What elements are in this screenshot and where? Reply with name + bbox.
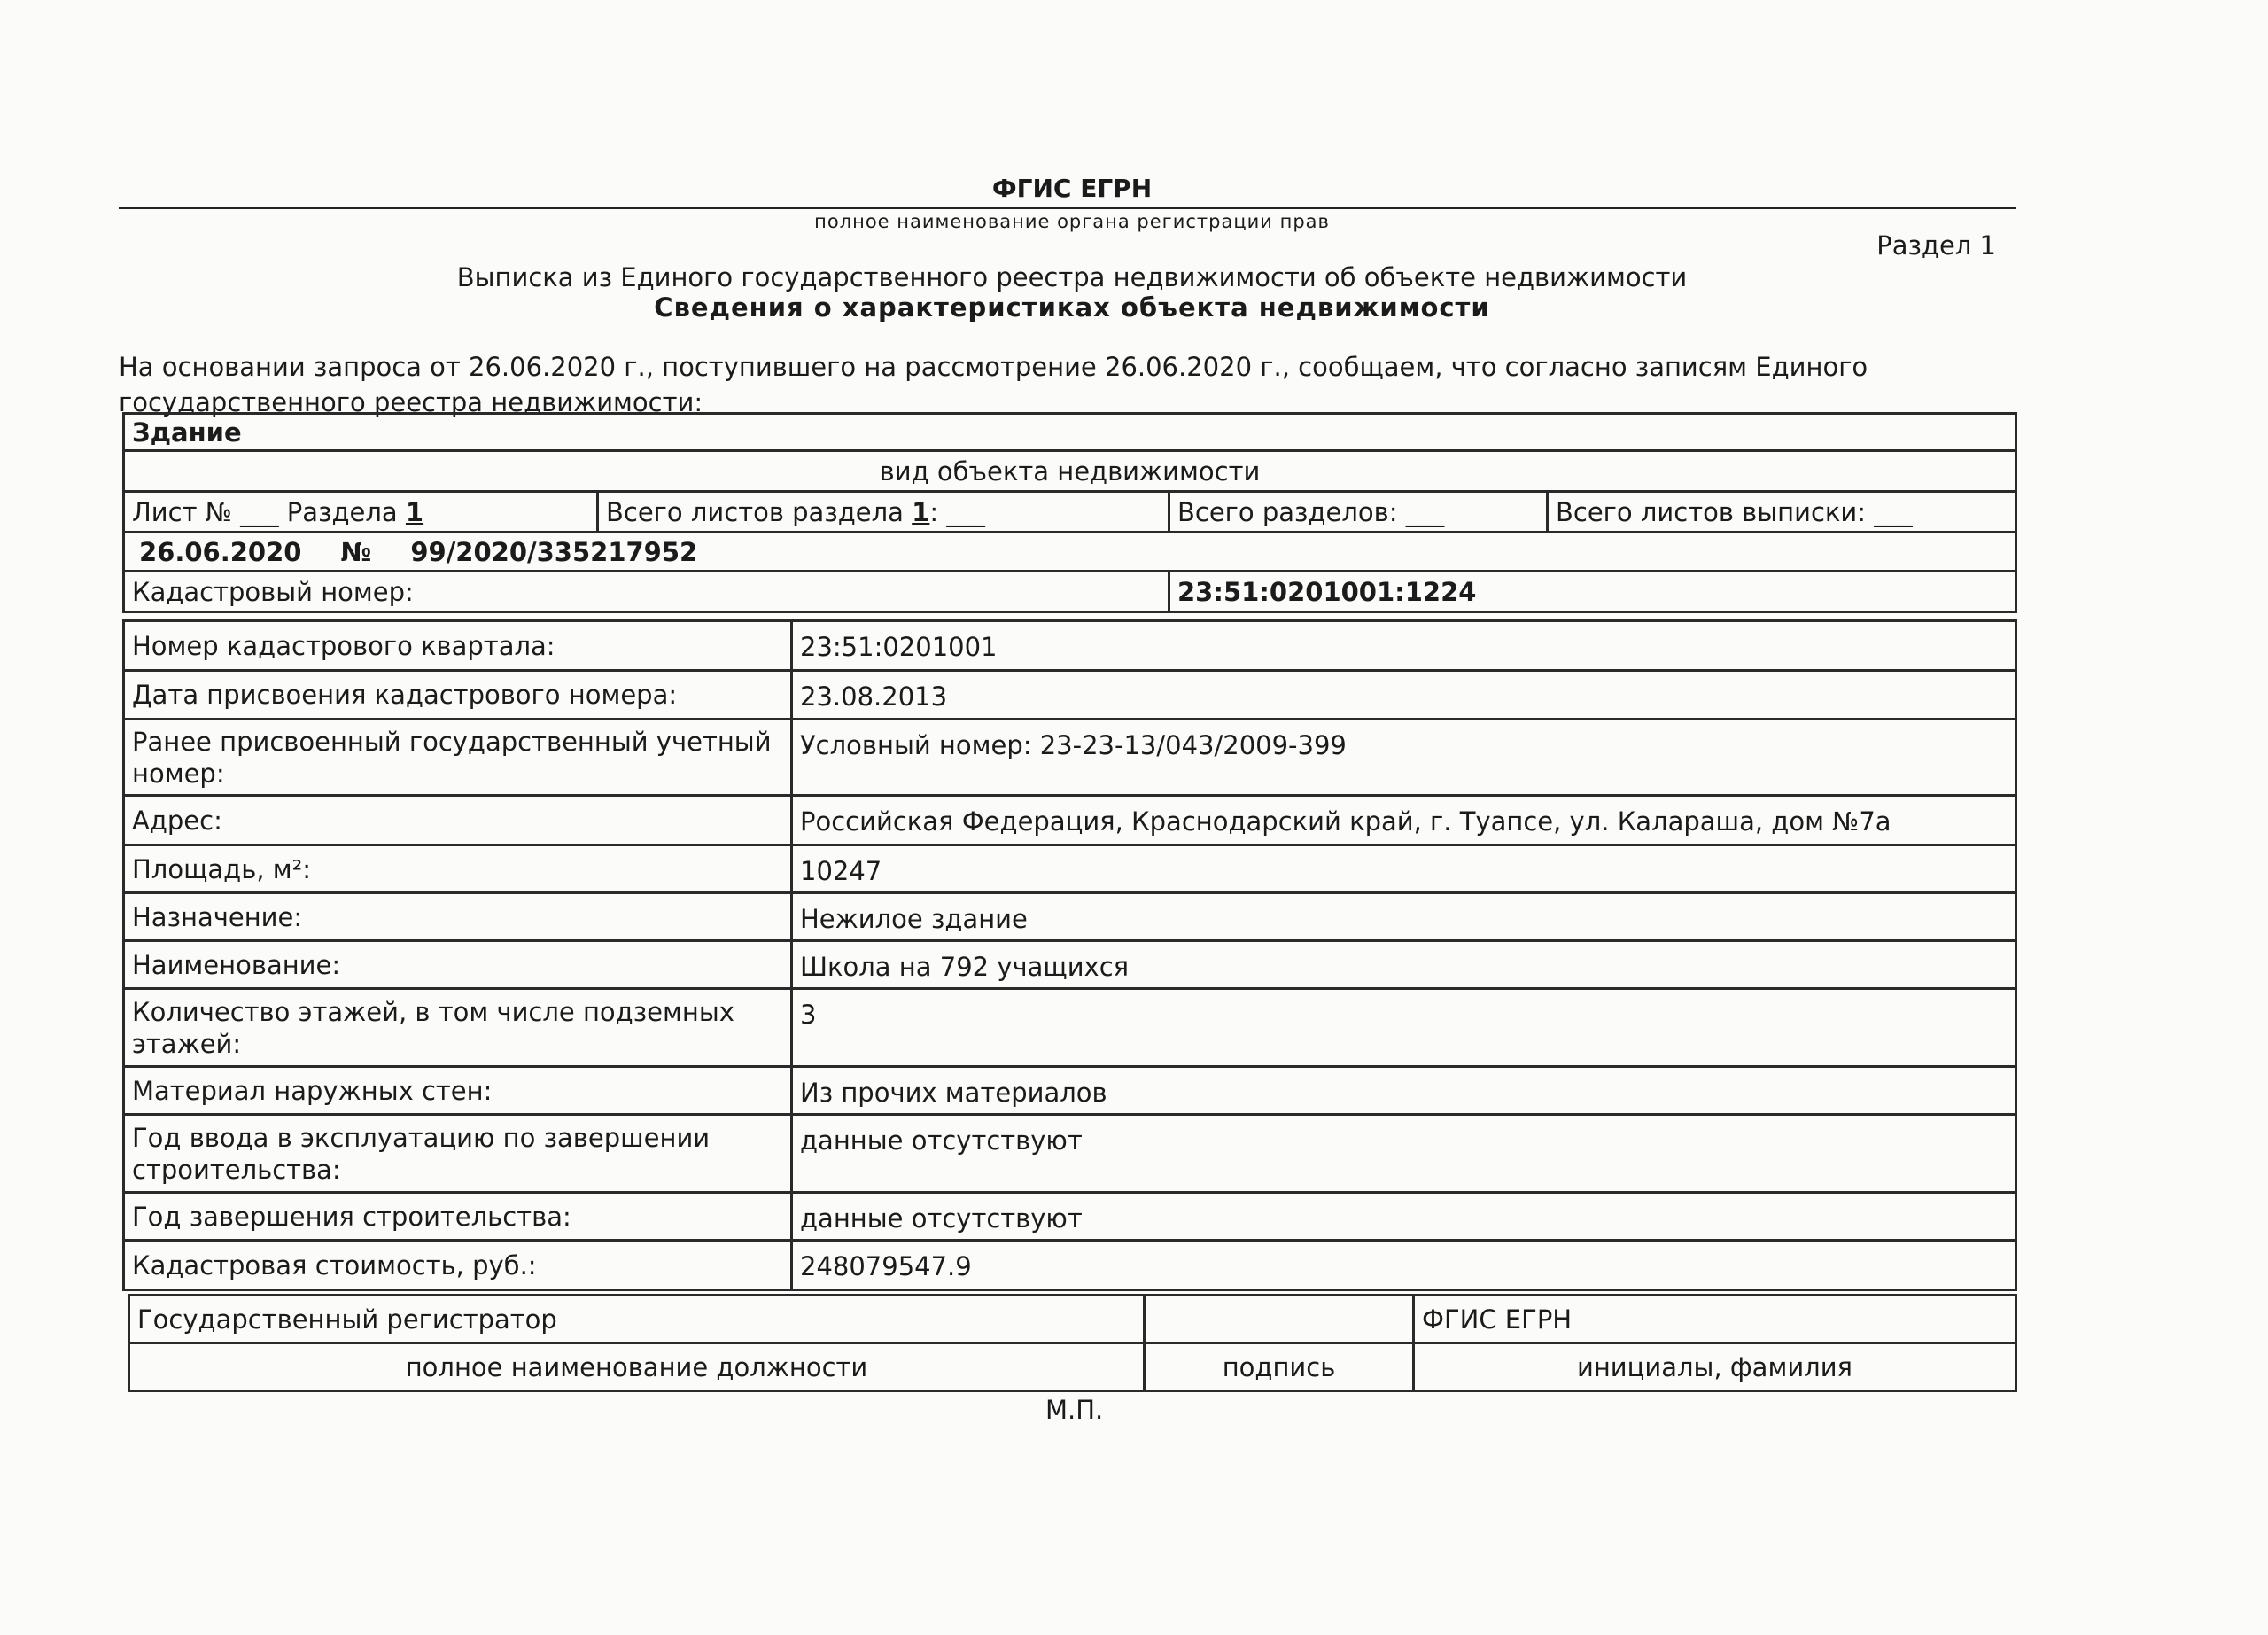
table-row bbox=[124, 671, 2016, 720]
sheet-label: Лист № ___ Раздела bbox=[132, 496, 406, 527]
org-title-underline bbox=[119, 207, 2016, 209]
row-value: 23.08.2013 bbox=[792, 671, 2016, 720]
row-label: Площадь, м²: bbox=[124, 845, 792, 893]
row-label: Год ввода в эксплуатацию по завершении строительства: bbox=[124, 1115, 792, 1193]
intro-text: На основании запроса от 26.06.2020 г., поступившего на рассмотрение 26.06.2020 г., сообщаем, что согласно записям Единого государственного реестра недвижимости: bbox=[119, 352, 1868, 417]
characteristics-table bbox=[122, 619, 2017, 1291]
row-label: Год завершения строительства: bbox=[124, 1193, 792, 1241]
total-sheets-section-suffix: : ___ bbox=[929, 496, 985, 527]
object-type: Здание bbox=[124, 414, 2016, 451]
object-header-table bbox=[122, 412, 2017, 613]
row-value: Из прочих материалов bbox=[792, 1067, 2016, 1115]
row-value: Нежилое здание bbox=[792, 893, 2016, 941]
registration-number: 99/2020/335217952 bbox=[410, 536, 698, 567]
row-label: Назначение: bbox=[124, 893, 792, 941]
sheet-number-cell bbox=[124, 492, 598, 533]
sheet-section-number: 1 bbox=[405, 496, 424, 527]
section-label: Раздел 1 bbox=[1876, 230, 1996, 261]
registrar-position: Государственный регистратор bbox=[129, 1296, 1145, 1343]
table-row bbox=[124, 1193, 2016, 1241]
registrar-name: ФГИС ЕГРН bbox=[1414, 1296, 2016, 1343]
table-row bbox=[124, 796, 2016, 845]
row-value: 248079547.9 bbox=[792, 1241, 2016, 1290]
number-sign: № bbox=[340, 536, 372, 567]
row-label: Наименование: bbox=[124, 941, 792, 989]
stamp-place: М.П. bbox=[1045, 1395, 1104, 1425]
table-row bbox=[124, 1067, 2016, 1115]
total-sections: Всего разделов: ___ bbox=[1169, 492, 1548, 533]
row-label: Материал наружных стен: bbox=[124, 1067, 792, 1115]
table-row bbox=[124, 621, 2016, 671]
row-label: Дата присвоения кадастрового номера: bbox=[124, 671, 792, 720]
row-value: 23:51:0201001 bbox=[792, 621, 2016, 671]
total-sheets-section-number: 1 bbox=[912, 496, 930, 527]
row-value: данные отсутствуют bbox=[792, 1193, 2016, 1241]
signature-table bbox=[128, 1294, 2017, 1392]
org-caption: полное наименование органа регистрации прав bbox=[814, 211, 1330, 232]
table-row bbox=[124, 845, 2016, 893]
table-row bbox=[124, 1115, 2016, 1193]
org-title: ФГИС ЕГРН bbox=[991, 174, 1153, 203]
row-value: Школа на 792 учащихся bbox=[792, 941, 2016, 989]
table-row bbox=[124, 941, 2016, 989]
total-sheets-section-label: Всего листов раздела bbox=[606, 496, 913, 527]
cadastral-number-label: Кадастровый номер: bbox=[124, 572, 1169, 612]
row-value: Российская Федерация, Краснодарский край, г. Туапсе, ул. Калараша, дом №7а bbox=[792, 796, 2016, 845]
row-label: Количество этажей, в том числе подземных этажей: bbox=[124, 989, 792, 1067]
position-caption: полное наименование должности bbox=[129, 1343, 1145, 1391]
name-caption: инициалы, фамилия bbox=[1414, 1343, 2016, 1391]
row-value: 3 bbox=[792, 989, 2016, 1067]
extract-title: Выписка из Единого государственного реестра недвижимости об объекте недвижимости bbox=[456, 262, 1688, 292]
row-value: 10247 bbox=[792, 845, 2016, 893]
total-sheets-extract: Всего листов выписки: ___ bbox=[1548, 492, 2016, 533]
table-row bbox=[124, 720, 2016, 796]
signature-caption: подпись bbox=[1145, 1343, 1414, 1391]
row-label: Кадастровая стоимость, руб.: bbox=[124, 1241, 792, 1290]
extract-date: 26.06.2020 bbox=[139, 536, 302, 567]
cadastral-number-value: 23:51:0201001:1224 bbox=[1169, 572, 2016, 612]
extract-subtitle: Сведения о характеристиках объекта недвижимости bbox=[654, 292, 1490, 323]
object-type-caption: вид объекта недвижимости bbox=[124, 451, 2016, 492]
row-value: данные отсутствуют bbox=[792, 1115, 2016, 1193]
row-label: Адрес: bbox=[124, 796, 792, 845]
signature-field bbox=[1145, 1296, 1414, 1343]
table-row bbox=[124, 893, 2016, 941]
row-label: Ранее присвоенный государственный учетный номер: bbox=[124, 720, 792, 796]
date-number-cell bbox=[124, 533, 2016, 572]
row-label: Номер кадастрового квартала: bbox=[124, 621, 792, 671]
table-row bbox=[124, 989, 2016, 1067]
table-row bbox=[124, 1241, 2016, 1290]
row-value: Условный номер: 23-23-13/043/2009-399 bbox=[792, 720, 2016, 796]
total-sheets-section-cell bbox=[598, 492, 1169, 533]
